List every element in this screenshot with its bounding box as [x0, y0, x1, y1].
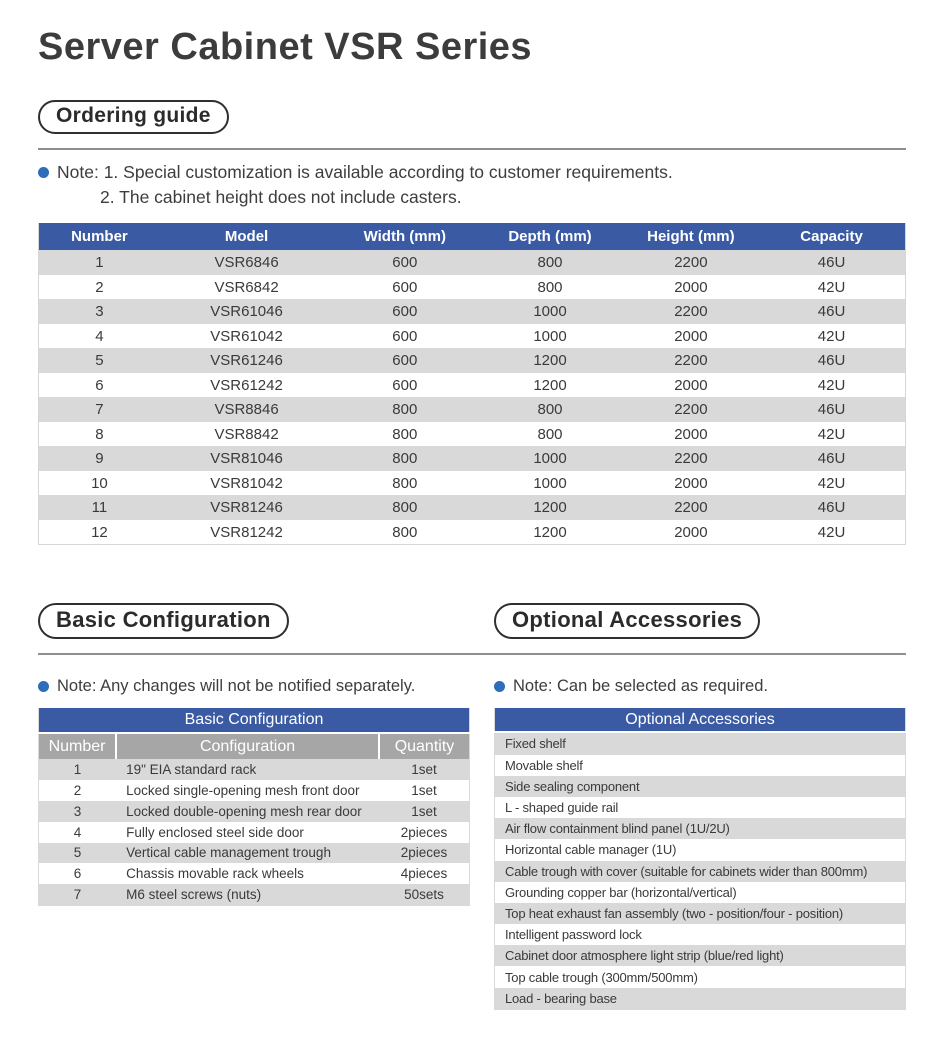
ordering-table-cell: 800 — [392, 425, 418, 443]
column-header-number: Number — [39, 223, 160, 250]
basic-configuration-cell: 7 — [73, 887, 82, 903]
ordering-table-cell: VSR61046 — [210, 303, 283, 321]
basic-configuration-cell: M6 steel screws (nuts) — [126, 887, 262, 903]
ordering-table-cell: 1000 — [533, 450, 567, 468]
basic-configuration-cell: Chassis movable rack wheels — [126, 866, 304, 882]
optional-accessory-cell: Side sealing component — [505, 778, 640, 794]
ordering-table-cell: 600 — [392, 352, 418, 370]
table-title: Optional Accessories — [495, 708, 906, 732]
basic-configuration-cell: 1set — [411, 762, 437, 778]
ordering-table-cell: 3 — [95, 303, 104, 321]
ordering-table-cell: 1000 — [533, 303, 567, 321]
optional-accessory-cell: Load - bearing base — [505, 990, 617, 1006]
basic-configuration-cell: Locked single-opening mesh front door — [126, 783, 360, 799]
note-text: Note: Any changes will not be notified separately. — [57, 677, 416, 696]
table-row — [39, 446, 906, 471]
ordering-table-cell: 10 — [91, 474, 108, 492]
basic-configuration-table-title-row — [39, 708, 470, 733]
table-row — [495, 903, 906, 924]
ordering-table-cell: 800 — [537, 278, 563, 296]
section-pill-optional-accessories: Optional Accessories — [494, 603, 760, 639]
ordering-table-cell: 4 — [95, 327, 104, 345]
ordering-table-cell: 1 — [95, 254, 104, 272]
ordering-table-cell: 1200 — [533, 376, 567, 394]
basic-configuration-cell: 5 — [73, 845, 82, 861]
ordering-table-cell: 2000 — [674, 376, 708, 394]
column-header-capacity: Capacity — [758, 223, 905, 250]
ordering-table-body — [39, 250, 906, 545]
optional-accessory-cell: Horizontal cable manager (1U) — [505, 842, 677, 858]
ordering-table-cell: 2200 — [674, 254, 708, 272]
basic-configuration-cell: 4 — [73, 824, 82, 840]
basic-configuration-cell: Locked double-opening mesh rear door — [126, 803, 362, 819]
table-row — [495, 924, 906, 945]
ordering-table-cell: 1200 — [533, 352, 567, 370]
ordering-table-cell: 800 — [392, 474, 418, 492]
note-line-1 — [38, 160, 906, 185]
ordering-table-cell: 46U — [817, 254, 846, 272]
lower-section-headers — [38, 603, 906, 639]
table-row — [39, 822, 470, 843]
ordering-table-cell: 46U — [817, 352, 846, 370]
table-row — [495, 732, 906, 754]
ordering-table-cell: 42U — [817, 278, 846, 296]
optional-accessory-cell: Cabinet door atmosphere light strip (blue/red light) — [505, 948, 784, 964]
ordering-table-cell: VSR6842 — [214, 278, 279, 296]
ordering-table-cell: 46U — [817, 401, 846, 419]
ordering-table-cell: 800 — [392, 401, 418, 419]
section-divider — [38, 148, 906, 150]
ordering-table-cell: 5 — [95, 352, 104, 370]
ordering-table-cell: 2000 — [674, 425, 708, 443]
ordering-table-cell: VSR81246 — [210, 499, 283, 517]
optional-accessories-header-cell — [494, 603, 760, 639]
ordering-table-cell: 46U — [817, 499, 846, 517]
ordering-table-cell: 2200 — [674, 352, 708, 370]
note-bullet-icon — [38, 167, 49, 178]
page-content — [38, 26, 906, 1010]
ordering-table-cell: 1200 — [533, 523, 567, 541]
ordering-guide-note — [38, 160, 906, 210]
ordering-table-cell: 9 — [95, 450, 104, 468]
ordering-table-cell: 2000 — [674, 474, 708, 492]
ordering-table-cell: VSR8842 — [214, 425, 279, 443]
basic-configuration-column — [38, 665, 470, 1009]
optional-accessories-note — [494, 677, 906, 696]
optional-accessory-cell: L - shaped guide rail — [505, 800, 619, 816]
page-title: Server Cabinet VSR Series — [38, 26, 533, 68]
note-text: Note: 1. Special customization is available according to customer requirements. — [57, 161, 673, 182]
ordering-table-cell: 42U — [817, 327, 846, 345]
table-row — [495, 818, 906, 839]
basic-configuration-cell: 1set — [411, 803, 437, 819]
table-row — [495, 988, 906, 1010]
ordering-table-cell: 2000 — [674, 523, 708, 541]
table-row — [39, 520, 906, 545]
ordering-table-cell: 42U — [817, 523, 846, 541]
basic-configuration-cell: Vertical cable management trough — [126, 845, 331, 861]
note-bullet-icon — [494, 681, 505, 692]
table-row — [39, 422, 906, 447]
basic-configuration-header-cell — [38, 603, 494, 639]
table-row — [39, 397, 906, 422]
ordering-table-cell: 800 — [537, 401, 563, 419]
ordering-table-cell: 1000 — [533, 474, 567, 492]
ordering-table-cell: 600 — [392, 327, 418, 345]
table-row — [39, 471, 906, 496]
ordering-table-cell: 600 — [392, 254, 418, 272]
optional-accessories-column — [494, 665, 906, 1009]
column-header-width: Width (mm) — [333, 223, 476, 250]
column-header-configuration: Configuration — [116, 733, 379, 759]
basic-configuration-cell: 1 — [73, 762, 82, 778]
table-row — [39, 275, 906, 300]
ordering-table-cell: 42U — [817, 376, 846, 394]
optional-accessories-table-title-row — [495, 708, 906, 732]
table-row — [495, 882, 906, 903]
ordering-table-cell: 46U — [817, 303, 846, 321]
table-row — [39, 884, 470, 905]
table-title: Basic Configuration — [39, 708, 470, 733]
table-row — [495, 776, 906, 797]
column-header-model: Model — [160, 223, 333, 250]
optional-accessory-cell: Cable trough with cover (suitable for cabinets wider than 800mm) — [505, 863, 868, 879]
ordering-guide-section-header — [38, 100, 906, 134]
table-row — [39, 324, 906, 349]
table-row — [39, 780, 470, 801]
basic-configuration-cell: 50sets — [404, 887, 444, 903]
ordering-table-cell: VSR61246 — [210, 352, 283, 370]
ordering-table-cell: 6 — [95, 376, 104, 394]
section-pill-ordering-guide: Ordering guide — [38, 100, 229, 134]
ordering-table-cell: VSR81242 — [210, 523, 283, 541]
ordering-table-cell: 42U — [817, 474, 846, 492]
ordering-table-cell: 1200 — [533, 499, 567, 517]
basic-configuration-cell: 6 — [73, 866, 82, 882]
basic-configuration-cell: 1set — [411, 783, 437, 799]
optional-accessory-cell: Top cable trough (300mm/500mm) — [505, 969, 698, 985]
optional-accessories-table-body — [495, 732, 906, 1009]
ordering-table-cell: 42U — [817, 425, 846, 443]
optional-accessory-cell: Air flow containment blind panel (1U/2U) — [505, 821, 730, 837]
ordering-table-cell: 2200 — [674, 401, 708, 419]
basic-configuration-cell: 2 — [73, 783, 82, 799]
basic-configuration-table-body — [39, 759, 470, 905]
lower-columns — [38, 665, 906, 1009]
ordering-table-cell: 8 — [95, 425, 104, 443]
table-row — [39, 299, 906, 324]
ordering-table-cell: 2000 — [674, 327, 708, 345]
table-row — [495, 945, 906, 966]
table-row — [495, 797, 906, 818]
ordering-table-cell: 2200 — [674, 450, 708, 468]
ordering-table-cell: 11 — [91, 499, 108, 517]
ordering-table-cell: 800 — [392, 450, 418, 468]
ordering-table-header-row — [39, 223, 906, 250]
ordering-table-cell: VSR61042 — [210, 327, 283, 345]
column-header-depth: Depth (mm) — [476, 223, 623, 250]
table-row — [495, 861, 906, 882]
ordering-table-cell: 800 — [392, 499, 418, 517]
optional-accessory-cell: Movable shelf — [505, 757, 583, 773]
column-header-number: Number — [39, 733, 117, 759]
ordering-table-cell: 12 — [91, 523, 108, 541]
table-row — [39, 495, 906, 520]
optional-accessory-cell: Intelligent password lock — [505, 927, 642, 943]
basic-configuration-cell: 3 — [73, 803, 82, 819]
basic-configuration-cell: Fully enclosed steel side door — [126, 824, 304, 840]
ordering-table-cell: 600 — [392, 376, 418, 394]
ordering-table-cell: 7 — [95, 401, 104, 419]
table-row — [495, 839, 906, 860]
ordering-table-cell: 1000 — [533, 327, 567, 345]
basic-configuration-subheader-row — [39, 733, 470, 759]
basic-configuration-cell: 19" EIA standard rack — [126, 762, 257, 778]
section-divider — [38, 653, 906, 655]
ordering-table-cell: VSR81046 — [210, 450, 283, 468]
basic-configuration-cell: 4pieces — [400, 866, 448, 882]
ordering-table-cell: 2 — [95, 278, 104, 296]
ordering-table-cell: VSR81042 — [210, 474, 283, 492]
basic-configuration-note — [38, 677, 470, 696]
ordering-table-cell: 2200 — [674, 499, 708, 517]
table-row — [39, 373, 906, 398]
table-row — [39, 759, 470, 780]
ordering-guide-table — [38, 223, 906, 545]
ordering-table-cell: VSR61242 — [210, 376, 283, 394]
note-line-2: 2. The cabinet height does not include casters. — [100, 186, 462, 207]
optional-accessory-cell: Fixed shelf — [505, 736, 566, 752]
basic-configuration-cell: 2pieces — [400, 824, 448, 840]
ordering-table-cell: VSR6846 — [214, 254, 279, 272]
table-row — [495, 966, 906, 987]
ordering-table-cell: 800 — [537, 425, 563, 443]
ordering-table-cell: 600 — [392, 278, 418, 296]
table-row — [495, 755, 906, 776]
optional-accessory-cell: Grounding copper bar (horizontal/vertical) — [505, 884, 737, 900]
optional-accessory-cell: Top heat exhaust fan assembly (two - position/four - position) — [505, 905, 844, 921]
column-header-quantity: Quantity — [379, 733, 470, 759]
section-pill-basic-configuration: Basic Configuration — [38, 603, 289, 639]
table-row — [39, 843, 470, 864]
note-text: Note: Can be selected as required. — [513, 677, 768, 696]
ordering-table-cell: 2000 — [674, 278, 708, 296]
table-row — [39, 348, 906, 373]
basic-configuration-table — [38, 708, 470, 906]
ordering-table-cell: 46U — [817, 450, 846, 468]
ordering-table-cell: 2200 — [674, 303, 708, 321]
table-row — [39, 801, 470, 822]
basic-configuration-cell: 2pieces — [400, 845, 448, 861]
optional-accessories-table — [494, 708, 906, 1009]
table-row — [39, 863, 470, 884]
column-header-height: Height (mm) — [624, 223, 758, 250]
table-row — [39, 250, 906, 275]
ordering-table-cell: 800 — [537, 254, 563, 272]
ordering-table-cell: 600 — [392, 303, 418, 321]
note-bullet-icon — [38, 681, 49, 692]
ordering-table-cell: VSR8846 — [214, 401, 279, 419]
ordering-table-cell: 800 — [392, 523, 418, 541]
